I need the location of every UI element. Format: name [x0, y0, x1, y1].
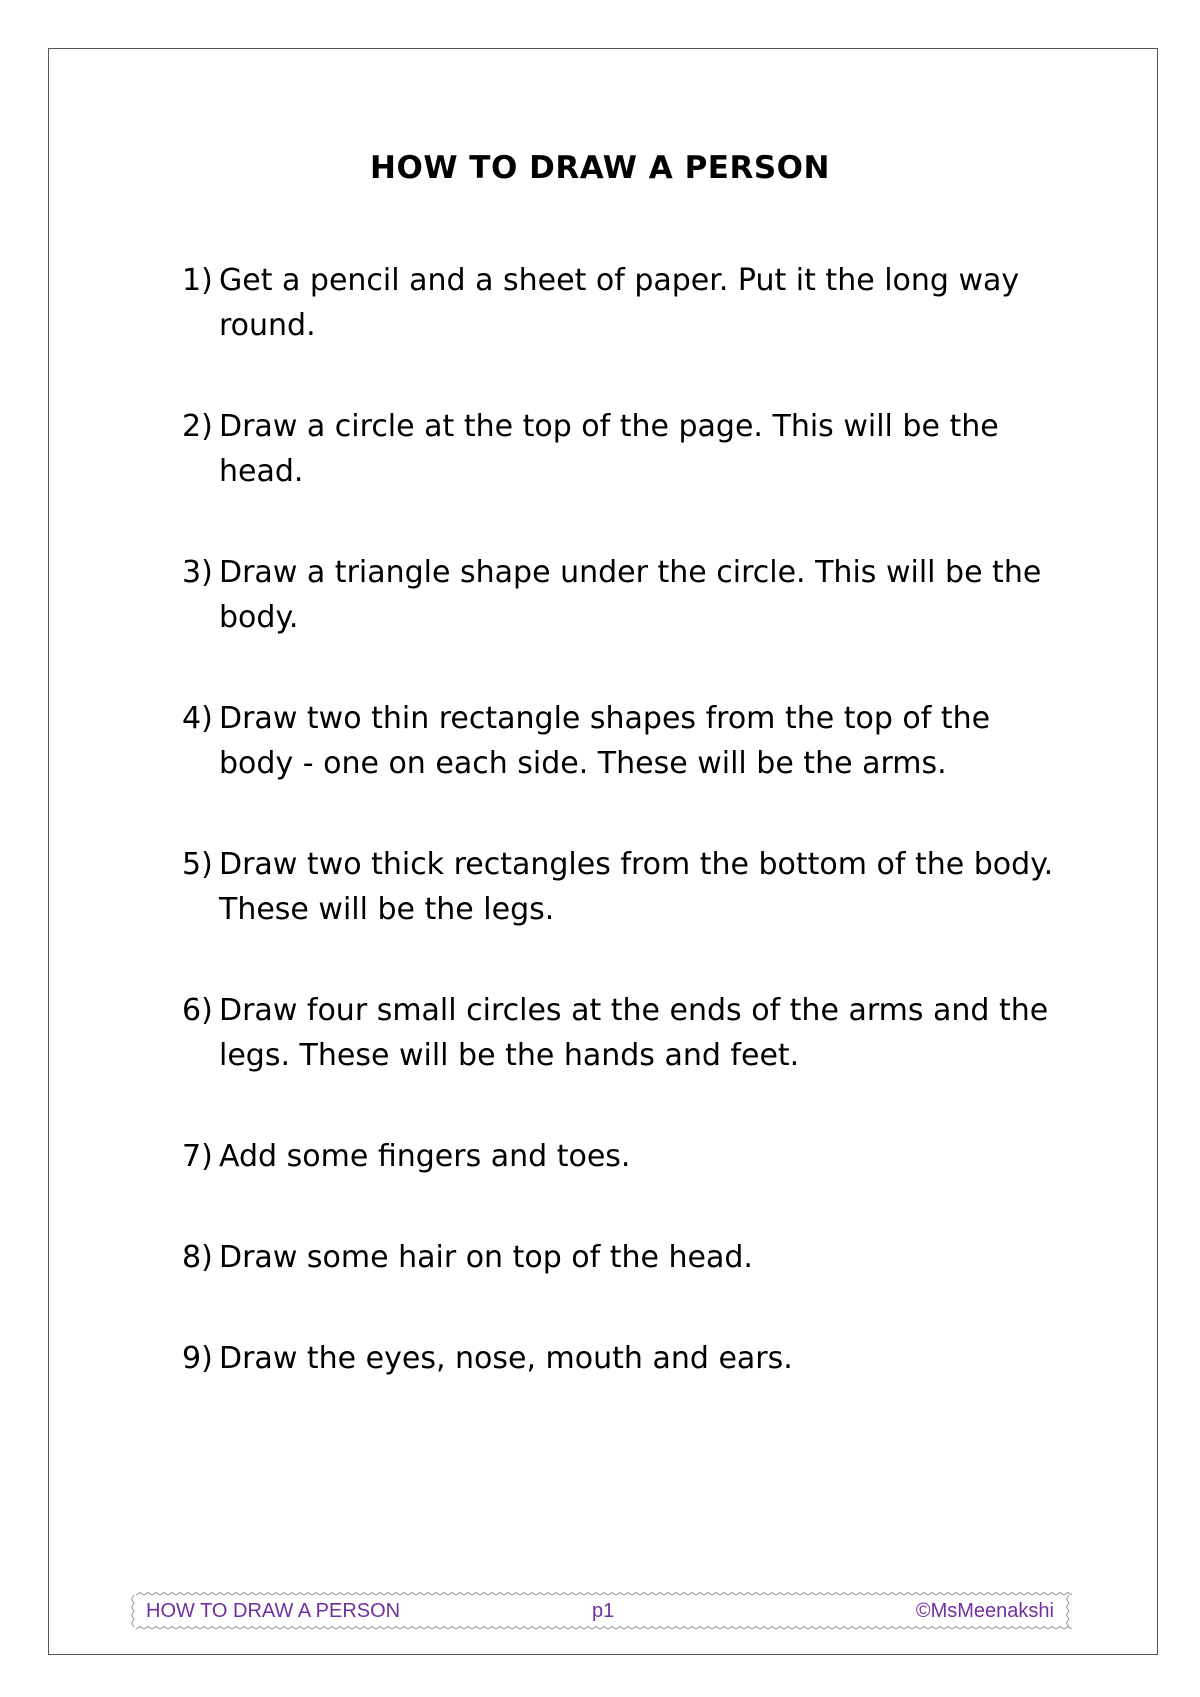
list-item: [182, 842, 1062, 932]
page-title: HOW TO DRAW A PERSON: [370, 150, 830, 186]
footer-copyright: ©MsMeenakshi: [915, 1600, 1054, 1622]
step-text: Get a pencil and a sheet of paper. Put it the long way round.: [219, 263, 1020, 343]
step-text: Draw two thick rectangles from the bottom of the body. These will be the legs.: [219, 847, 1054, 927]
step-number: 1): [182, 263, 213, 298]
list-item: [182, 1235, 1062, 1280]
step-number: 2): [182, 409, 213, 444]
step-number: 8): [182, 1240, 213, 1275]
footer-page-number: p1: [592, 1600, 615, 1622]
step-text: Draw a triangle shape under the circle. This will be the body.: [219, 555, 1042, 635]
list-item: [182, 988, 1062, 1078]
step-number: 3): [182, 555, 213, 590]
step-number: 9): [182, 1341, 213, 1376]
step-text: Draw some hair on top of the head.: [219, 1240, 753, 1275]
footer-title: HOW TO DRAW A PERSON: [146, 1600, 401, 1622]
step-number: 4): [182, 701, 213, 736]
step-text: Add some fingers and toes.: [219, 1139, 631, 1174]
list-item: [182, 1336, 1062, 1381]
list-item: [182, 696, 1062, 786]
list-item: [182, 550, 1062, 640]
list-item: [182, 1134, 1062, 1179]
step-number: 5): [182, 847, 213, 882]
instruction-list: [182, 258, 1062, 1437]
page-footer: [130, 1591, 1072, 1631]
step-text: Draw two thin rectangle shapes from the top of the body - one on each side. These will be the arms.: [219, 701, 991, 781]
list-item: [182, 404, 1062, 494]
step-number: 6): [182, 993, 213, 1028]
step-text: Draw a circle at the top of the page. This will be the head.: [219, 409, 999, 489]
list-item: [182, 258, 1062, 348]
step-number: 7): [182, 1139, 213, 1174]
step-text: Draw four small circles at the ends of the arms and the legs. These will be the hands and feet.: [219, 993, 1049, 1073]
step-text: Draw the eyes, nose, mouth and ears.: [219, 1341, 793, 1376]
